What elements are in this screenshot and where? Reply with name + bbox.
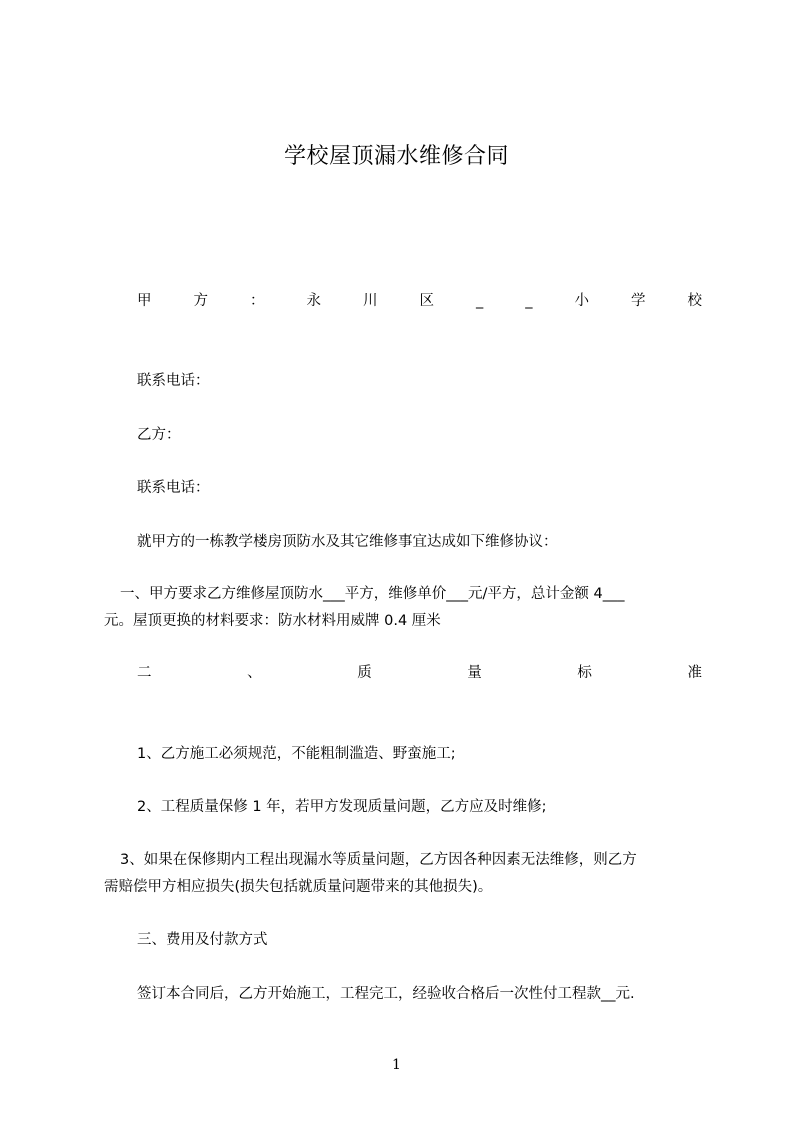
payment-paragraph: 签订本合同后，乙方开始施工，工程完工，经验收合格后一次性付工程款__元. xyxy=(137,986,635,1002)
party-a-char: 学 xyxy=(631,293,646,309)
party-b-phone: 联系电话： xyxy=(137,480,210,496)
clause-2-char: 、 xyxy=(247,665,262,681)
clause-3-heading: 三、费用及付款方式 xyxy=(137,932,268,948)
item-2: 2、工程质量保修 1 年，若甲方发现质量问题，乙方应及时维修; xyxy=(137,799,547,815)
party-a-char: 川 xyxy=(363,293,378,309)
document-title: 学校屋顶漏水维修合同 xyxy=(283,144,509,169)
party-a-char: 小 xyxy=(574,293,589,309)
item-1: 1、乙方施工必须规范，不能粗制滥造、野蛮施工; xyxy=(137,746,456,762)
party-a-line xyxy=(137,291,702,311)
clause-2-char: 准 xyxy=(687,665,702,681)
party-a-char: 甲 xyxy=(137,293,152,309)
clause-1-line-1: 一、甲方要求乙方维修屋顶防水___平方，维修单价___元/平方，总计金额 4___ xyxy=(120,586,625,602)
item-3-line-2: 需赔偿甲方相应损失(损失包括就质量问题带来的其他损失)。 xyxy=(104,879,493,895)
party-a-char: 区 xyxy=(419,293,434,309)
party-a-char: ： xyxy=(250,293,265,309)
party-b: 乙方： xyxy=(137,427,181,443)
clause-2-char: 量 xyxy=(467,665,482,681)
party-a-char: 方 xyxy=(193,293,208,309)
party-a-char: _ xyxy=(476,293,484,309)
clause-2-char: 标 xyxy=(577,665,592,681)
party-a-char: _ xyxy=(525,293,533,309)
clause-1-line-2: 元。屋顶更换的材料要求：防水材料用威牌 0.4 厘米 xyxy=(104,613,441,629)
clause-2-char: 质 xyxy=(357,665,372,681)
item-3-line-1: 3、如果在保修期内工程出现漏水等质量问题，乙方因各种因素无法维修，则乙方 xyxy=(120,852,637,868)
clause-2-heading xyxy=(137,663,702,683)
page-number: 1 xyxy=(392,1057,401,1073)
clause-2-char: 二 xyxy=(137,665,152,681)
party-a-char: 永 xyxy=(306,293,321,309)
intro-paragraph: 就甲方的一栋教学楼房顶防水及其它维修事宜达成如下维修协议： xyxy=(137,534,558,550)
party-a-char: 校 xyxy=(687,293,702,309)
party-a-phone: 联系电话： xyxy=(137,373,210,389)
